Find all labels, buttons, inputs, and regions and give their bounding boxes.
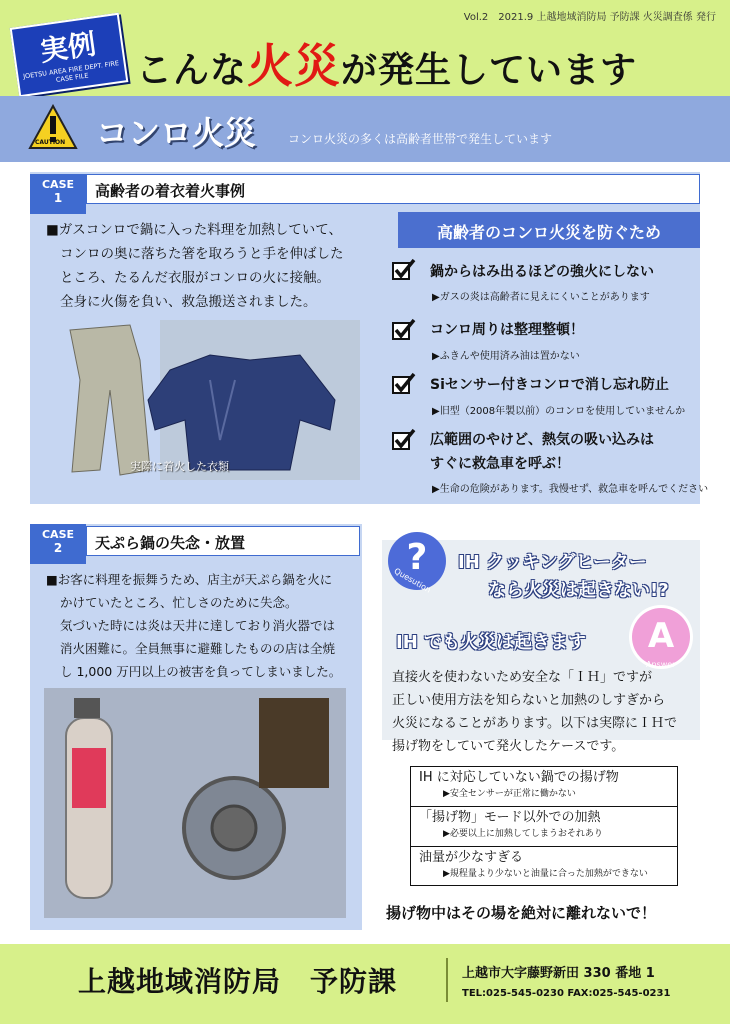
- photo-caption: 実際に着火した衣類: [130, 460, 229, 473]
- prevention-item-4: 広範囲のやけど、熱気の吸い込みは: [430, 432, 654, 448]
- case2-tag-label: CASE: [41, 528, 75, 541]
- final-warning: 揚げ物中はその場を絶対に離れないで！: [386, 904, 657, 922]
- issue-line: Vol.2 2021.9 上越地域消防局 予防課 火災調査係 発行: [463, 12, 716, 23]
- answer-line: 直接火を使わないため安全な「ＩＨ」ですが: [392, 670, 653, 685]
- prevention-item-1: 鍋からはみ出るほどの強火にしない: [430, 264, 654, 280]
- page-headline: [136, 30, 637, 96]
- checkbox-checked-icon: [392, 372, 416, 396]
- case1-tag-number: 1: [53, 191, 63, 205]
- answer-line: 火災になることがあります。以下は実際にＩＨで: [392, 716, 677, 731]
- case1-line: ところ、たるんだ衣服がコンロの火に接触。: [60, 270, 330, 286]
- checkbox-checked-icon: [392, 318, 416, 342]
- case2-line: ■お客に料理を振舞うため、店主が天ぷら鍋を火に: [46, 572, 333, 587]
- case1-line: ■ガスコンロで鍋に入った料理を加熱していて、: [46, 222, 342, 238]
- case2-line: 気づいた時には炎は天井に達しており消火器では: [60, 618, 336, 633]
- footer-address: 上越市大字藤野新田 330 番地 1: [462, 966, 655, 981]
- prevention-item-1-note: ▶ガスの炎は高齢者に見えにくいことがあります: [432, 292, 650, 303]
- answer-word: Answer: [646, 660, 676, 669]
- burned-clothes-photo: [60, 320, 360, 480]
- case1-line: 全身に火傷を負い、救急搬送されました。: [60, 294, 317, 310]
- footer-phone: TEL:025-545-0230 FAX:025-545-0231: [462, 988, 671, 999]
- case2-line: かけていたところ、忙しさのために失念。: [60, 595, 298, 610]
- question-line-2: なら火災は起きない!?: [488, 580, 669, 601]
- checkbox-checked-icon: [392, 428, 416, 452]
- answer-bubble: A: [632, 608, 690, 666]
- case1-tag-label: CASE: [41, 178, 75, 191]
- ih-case-main: 「揚げ物」モード以外での加熱: [419, 810, 601, 825]
- ih-case-note: ▶必要以上に加熱してしまうおそれあり: [443, 829, 603, 839]
- headline-pre: こんな: [136, 50, 248, 91]
- headline-post: が発生しています: [341, 50, 638, 91]
- prevention-item-4-line2: すぐに救急車を呼ぶ！: [430, 456, 570, 472]
- question-line-1: IH クッキングヒーター: [458, 552, 647, 573]
- case1-line: コンロの奥に落ちた箸を取ろうと手を伸ばした: [60, 246, 344, 262]
- checkbox-checked-icon: [392, 258, 416, 282]
- prevention-item-2-note: ▶ふきんや使用済み油は置かない: [432, 351, 580, 362]
- caution-label: CAUTION: [35, 139, 66, 146]
- section-subtitle: コンロ火災の多くは高齢者世帯で発生しています: [288, 132, 553, 146]
- prevention-item-4-note: ▶生命の危険があります。我慢せず、救急車を呼んでください: [432, 484, 709, 495]
- ih-case-main: IH に対応していない鍋での揚げ物: [419, 770, 619, 785]
- answer-text: [392, 666, 694, 758]
- headline-fire: 火災: [247, 39, 342, 93]
- prevention-item-3: Siセンサー付きコンロで消し忘れ防止: [430, 377, 669, 393]
- case2-line: し 1,000 万円以上の被害を負ってしまいました。: [60, 664, 342, 679]
- case1-story: [46, 218, 386, 314]
- answer-line: 正しい使用方法を知らないと加熱のしすぎから: [392, 693, 666, 708]
- ih-case-note: ▶規程量より少ないと油量に合った加熱ができない: [443, 869, 648, 879]
- answer-title: IH でも火災は起きます: [396, 632, 587, 653]
- prevention-title: 高齢者のコンロ火災を防ぐため: [398, 212, 700, 248]
- burned-kitchen-photo: [44, 688, 346, 918]
- case2-line: 消火困難に。全員無事に避難したものの店は全焼: [60, 641, 336, 656]
- case1-title: 高齢者の着衣着火事例: [86, 174, 700, 204]
- section-title: コンロ火災: [96, 114, 257, 152]
- case1-tag: [30, 174, 86, 214]
- question-word: Quesution: [392, 566, 433, 595]
- case2-story: [46, 568, 358, 683]
- prevention-item-2: コンロ周りは整理整頓！: [430, 322, 584, 338]
- answer-line: 揚げ物をしていて発火したケースです。: [392, 739, 625, 754]
- table-row: [411, 807, 677, 847]
- footer-divider: [446, 958, 448, 1002]
- case2-title: 天ぷら鍋の失念・放置: [86, 526, 360, 556]
- table-row: [411, 847, 677, 887]
- question-bubble: ?: [388, 532, 446, 590]
- case2-tag-number: 2: [53, 541, 63, 555]
- badge-subtitle: JOETSU AREA FIRE DEPT. FIRE CASE FILE: [22, 59, 120, 85]
- prevention-item-3-note: ▶旧型（2008年製以前）のコンロを使用していませんか: [432, 406, 686, 417]
- ih-case-main: 油量が少なすぎる: [419, 850, 524, 865]
- case2-tag: [30, 524, 86, 564]
- badge-title: 実例: [37, 27, 98, 68]
- ih-cases-table: [410, 766, 678, 886]
- ih-case-note: ▶安全センサーが正常に働かない: [443, 789, 576, 799]
- table-row: [411, 767, 677, 807]
- footer-organization: 上越地域消防局 予防課: [78, 965, 398, 998]
